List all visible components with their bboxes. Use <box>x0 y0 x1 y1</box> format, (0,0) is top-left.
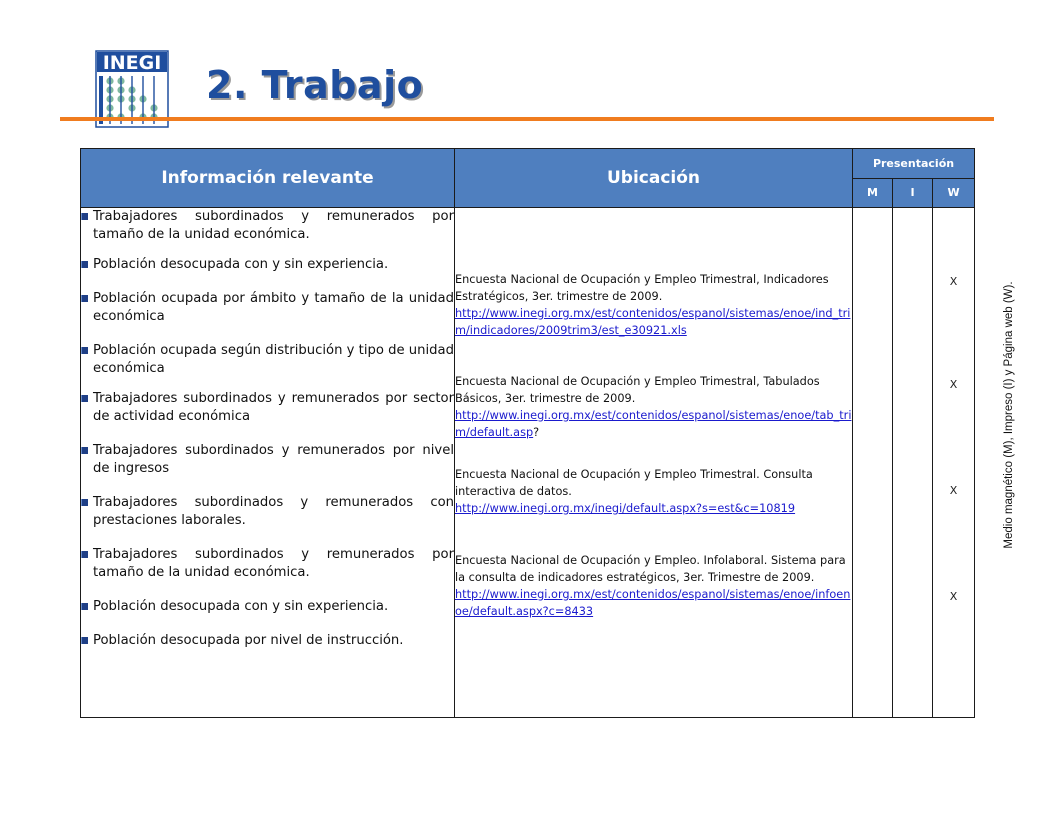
header-presentation-column: Presentación <box>853 149 975 179</box>
bullet-icon <box>81 295 88 302</box>
info-item: Trabajadores subordinados y remunerados por tamaño de la unidad económica. <box>81 208 454 244</box>
w-mark: X <box>949 484 958 497</box>
info-cell <box>81 208 455 718</box>
info-item: Población desocupada con y sin experiencia. <box>81 256 454 274</box>
w-mark: X <box>949 590 958 603</box>
header-m: M <box>853 178 893 208</box>
bullet-icon <box>81 447 88 454</box>
info-item: Trabajadores subordinados y remunerados por nivel de ingresos <box>81 442 454 478</box>
bullet-icon <box>81 499 88 506</box>
location-link[interactable]: http://www.inegi.org.mx/est/contenidos/espanol/sistemas/enoe/tab_trim/default.asp <box>455 409 852 439</box>
bullet-icon <box>81 213 88 220</box>
presentation-i-cell <box>893 208 933 718</box>
bullet-icon <box>81 347 88 354</box>
info-item: Población desocupada por nivel de instrucción. <box>81 632 454 650</box>
title-underline <box>60 117 994 121</box>
presentation-legend-text: Medio magnético (M), Impreso (I) y Página web (W). <box>1003 281 1015 549</box>
location-text: Encuesta Nacional de Ocupación y Empleo Trimestral, Tabulados Básicos, 3er. trimestre de 2009. <box>455 375 820 405</box>
location-text: Encuesta Nacional de Ocupación y Empleo Trimestral, Indicadores Estratégicos, 3er. trimestre de 2009. <box>455 273 829 303</box>
location-entry <box>455 466 852 517</box>
header-location-column: Ubicación <box>455 149 853 208</box>
location-entry <box>455 373 852 441</box>
presentation-w-cell <box>933 208 975 718</box>
location-link[interactable]: http://www.inegi.org.mx/est/contenidos/espanol/sistemas/enoe/ind_trim/indicadores/2009trim3/est_e30921.xls <box>455 307 851 337</box>
location-cell <box>455 208 853 718</box>
bullet-icon <box>81 637 88 644</box>
w-mark: X <box>949 275 958 288</box>
info-item: Trabajadores subordinados y remunerados por tamaño de la unidad económica. <box>81 546 454 582</box>
w-mark: X <box>949 378 958 391</box>
presentation-m-cell <box>853 208 893 718</box>
page-title: 2. Trabajo <box>206 63 424 107</box>
header-info-column: Información relevante <box>81 149 455 208</box>
location-link[interactable]: http://www.inegi.org.mx/est/contenidos/espanol/sistemas/enoe/infoenoe/default.aspx?c=8433 <box>455 588 851 618</box>
info-item: Población desocupada con y sin experiencia. <box>81 598 454 616</box>
presentation-legend <box>1002 260 1016 570</box>
info-item: Trabajadores subordinados y remunerados por sector de actividad económica <box>81 390 454 426</box>
info-item: Población ocupada por ámbito y tamaño de la unidad económica <box>81 290 454 326</box>
info-item: Trabajadores subordinados y remunerados con prestaciones laborales. <box>81 494 454 530</box>
bullet-icon <box>81 603 88 610</box>
info-item: Población ocupada según distribución y tipo de unidad económica <box>81 342 454 378</box>
location-text: Encuesta Nacional de Ocupación y Empleo Trimestral. Consulta interactiva de datos. <box>455 468 813 498</box>
bullet-icon <box>81 551 88 558</box>
bullet-icon <box>81 261 88 268</box>
svg-text:INEGI: INEGI <box>102 52 162 74</box>
information-table <box>80 148 975 718</box>
location-entry <box>455 271 852 339</box>
location-entry <box>455 552 852 620</box>
location-link[interactable]: http://www.inegi.org.mx/inegi/default.aspx?s=est&c=10819 <box>455 502 796 515</box>
header-i: I <box>893 178 933 208</box>
header-w: W <box>933 178 975 208</box>
bullet-icon <box>81 395 88 402</box>
location-suffix: ? <box>533 426 540 439</box>
location-text: Encuesta Nacional de Ocupación y Empleo. Infolaboral. Sistema para la consulta de indicadores estratégicos, 3er. Trimestre de 2009. <box>455 554 846 584</box>
